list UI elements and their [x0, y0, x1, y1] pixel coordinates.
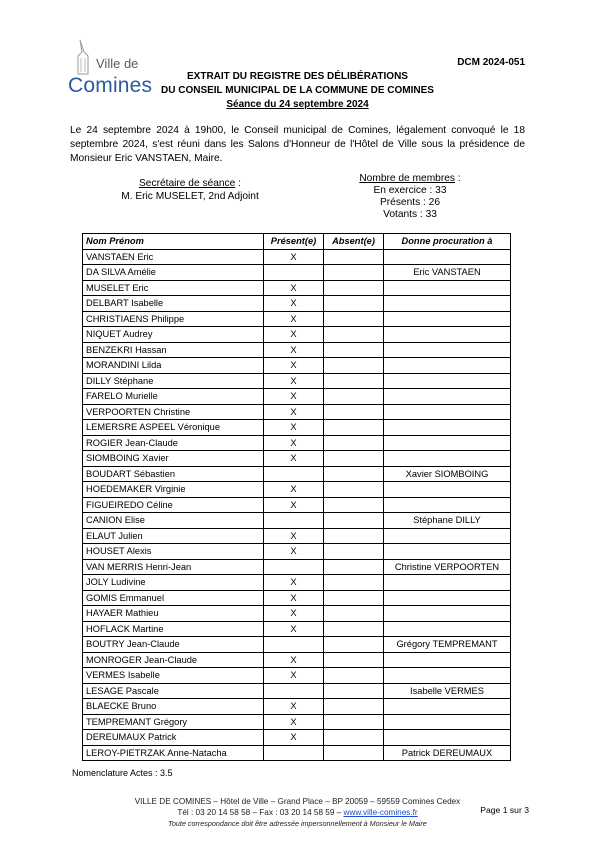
- table-row: [83, 544, 511, 560]
- absent-cell: [324, 265, 384, 281]
- member-name-cell: FIGUEIREDO Céline: [83, 497, 264, 513]
- proxy-cell: [384, 699, 511, 715]
- table-row: [83, 249, 511, 265]
- member-name-cell: LESAGE Pascale: [83, 683, 264, 699]
- logo-ville-text: Ville de: [96, 56, 139, 71]
- member-name-cell: HOEDEMAKER Virginie: [83, 482, 264, 498]
- page-number: Page 1 sur 3: [480, 805, 529, 815]
- table-row: [83, 621, 511, 637]
- member-name-cell: DILLY Stéphane: [83, 373, 264, 389]
- member-name-cell: HOFLACK Martine: [83, 621, 264, 637]
- present-cell: X: [264, 249, 324, 265]
- table-row: [83, 373, 511, 389]
- present-cell: [264, 559, 324, 575]
- footer-note: Toute correspondance doit être adressée impersonnellement à Monsieur le Maire: [168, 819, 427, 828]
- footer-contact: Tél : 03 20 14 58 58 – Fax : 03 20 14 58 59 –: [177, 808, 344, 817]
- member-name-cell: HAYAER Mathieu: [83, 606, 264, 622]
- table-row: [83, 296, 511, 312]
- table-row: [83, 745, 511, 761]
- proxy-cell: [384, 497, 511, 513]
- table-row: [83, 590, 511, 606]
- website-link[interactable]: www.ville-comines.fr: [343, 808, 418, 817]
- table-row: [83, 389, 511, 405]
- absent-cell: [324, 544, 384, 560]
- present-cell: X: [264, 389, 324, 405]
- present-cell: X: [264, 652, 324, 668]
- table-row: [83, 652, 511, 668]
- present-cell: X: [264, 621, 324, 637]
- absent-cell: [324, 327, 384, 343]
- absent-cell: [324, 575, 384, 591]
- table-row: [83, 342, 511, 358]
- present-cell: X: [264, 699, 324, 715]
- table-row: [83, 637, 511, 653]
- absent-cell: [324, 311, 384, 327]
- present-cell: X: [264, 714, 324, 730]
- absent-cell: [324, 513, 384, 529]
- absent-cell: [324, 451, 384, 467]
- present-cell: X: [264, 451, 324, 467]
- proxy-cell: Isabelle VERMES: [384, 683, 511, 699]
- absent-cell: [324, 342, 384, 358]
- member-name-cell: MONROGER Jean-Claude: [83, 652, 264, 668]
- present-cell: X: [264, 296, 324, 312]
- member-name-cell: BOUTRY Jean-Claude: [83, 637, 264, 653]
- table-row: [83, 497, 511, 513]
- proxy-cell: [384, 311, 511, 327]
- absent-cell: [324, 683, 384, 699]
- member-name-cell: SIOMBOING Xavier: [83, 451, 264, 467]
- present-cell: X: [264, 373, 324, 389]
- table-row: [83, 730, 511, 746]
- present-cell: X: [264, 342, 324, 358]
- proxy-cell: [384, 590, 511, 606]
- proxy-cell: [384, 451, 511, 467]
- proxy-cell: [384, 342, 511, 358]
- heading-line-1: EXTRAIT DU REGISTRE DES DÉLIBÉRATIONS: [187, 71, 408, 82]
- proxy-cell: [384, 621, 511, 637]
- absent-cell: [324, 466, 384, 482]
- absent-cell: [324, 482, 384, 498]
- table-row: [83, 668, 511, 684]
- present-cell: X: [264, 528, 324, 544]
- member-name-cell: FARELO Murielle: [83, 389, 264, 405]
- member-name-cell: JOLY Ludivine: [83, 575, 264, 591]
- secretary-title-suffix: :: [235, 178, 241, 189]
- member-name-cell: ELAUT Julien: [83, 528, 264, 544]
- proxy-cell: [384, 606, 511, 622]
- table-row: [83, 265, 511, 281]
- absent-cell: [324, 559, 384, 575]
- present-cell: [264, 265, 324, 281]
- present-cell: X: [264, 497, 324, 513]
- present-cell: X: [264, 358, 324, 374]
- member-name-cell: GOMIS Emmanuel: [83, 590, 264, 606]
- absent-cell: [324, 404, 384, 420]
- absent-cell: [324, 249, 384, 265]
- session-date-heading: Séance du 24 septembre 2024: [226, 99, 369, 110]
- proxy-cell: [384, 327, 511, 343]
- members-title: Nombre de membres: [359, 173, 455, 184]
- table-row: [83, 420, 511, 436]
- proxy-cell: [384, 668, 511, 684]
- present-cell: [264, 637, 324, 653]
- present-cell: [264, 745, 324, 761]
- header-name: Nom Prénom: [83, 234, 264, 250]
- present-cell: X: [264, 668, 324, 684]
- absent-cell: [324, 668, 384, 684]
- absent-cell: [324, 389, 384, 405]
- proxy-cell: [384, 482, 511, 498]
- intro-paragraph: Le 24 septembre 2024 à 19h00, le Conseil municipal de Comines, légalement convoqué le 18 septembre 2024, s'est réuni dans les Salons d'Honneur de l'Hôtel de Ville sous la présidence de Monsieur Eric VANSTAEN, Maire.: [70, 125, 525, 164]
- proxy-cell: Xavier SIOMBOING: [384, 466, 511, 482]
- absent-cell: [324, 358, 384, 374]
- absent-cell: [324, 528, 384, 544]
- document-reference: DCM 2024-051: [457, 57, 525, 68]
- proxy-cell: [384, 280, 511, 296]
- table-row: [83, 358, 511, 374]
- present-cell: X: [264, 311, 324, 327]
- absent-cell: [324, 420, 384, 436]
- proxy-cell: [384, 404, 511, 420]
- document-heading: [0, 70, 595, 112]
- proxy-cell: [384, 575, 511, 591]
- absent-cell: [324, 373, 384, 389]
- table-row: [83, 528, 511, 544]
- proxy-cell: [384, 528, 511, 544]
- present-cell: X: [264, 420, 324, 436]
- header-proxy: Donne procuration à: [384, 234, 511, 250]
- attendance-table: [82, 233, 511, 761]
- proxy-cell: [384, 435, 511, 451]
- member-name-cell: HOUSET Alexis: [83, 544, 264, 560]
- nomenclature-actes: Nomenclature Actes : 3.5: [72, 768, 173, 778]
- present-cell: X: [264, 404, 324, 420]
- member-name-cell: CHRISTIAENS Philippe: [83, 311, 264, 327]
- table-row: [83, 683, 511, 699]
- member-name-cell: ROGIER Jean-Claude: [83, 435, 264, 451]
- members-en-exercice: En exercice : 33: [373, 185, 447, 196]
- absent-cell: [324, 652, 384, 668]
- absent-cell: [324, 606, 384, 622]
- absent-cell: [324, 497, 384, 513]
- absent-cell: [324, 621, 384, 637]
- member-name-cell: BENZEKRI Hassan: [83, 342, 264, 358]
- proxy-cell: Christine VERPOORTEN: [384, 559, 511, 575]
- table-row: [83, 451, 511, 467]
- header-absent: Absent(e): [324, 234, 384, 250]
- table-row: [83, 714, 511, 730]
- proxy-cell: [384, 420, 511, 436]
- present-cell: X: [264, 575, 324, 591]
- present-cell: X: [264, 606, 324, 622]
- member-name-cell: MUSELET Eric: [83, 280, 264, 296]
- member-name-cell: DELBART Isabelle: [83, 296, 264, 312]
- secretary-title: Secrétaire de séance: [139, 178, 236, 189]
- members-votants: Votants : 33: [383, 209, 437, 220]
- proxy-cell: [384, 296, 511, 312]
- footer-address: VILLE DE COMINES – Hôtel de Ville – Grand Place – BP 20059 – 59559 Comines Cedex: [134, 797, 461, 806]
- member-name-cell: LEROY-PIETRZAK Anne-Natacha: [83, 745, 264, 761]
- proxy-cell: [384, 373, 511, 389]
- heading-line-2: DU CONSEIL MUNICIPAL DE LA COMMUNE DE COMINES: [161, 85, 434, 96]
- table-row: [83, 482, 511, 498]
- table-row: [83, 280, 511, 296]
- proxy-cell: [384, 730, 511, 746]
- member-name-cell: NIQUET Audrey: [83, 327, 264, 343]
- member-name-cell: VERPOORTEN Christine: [83, 404, 264, 420]
- absent-cell: [324, 296, 384, 312]
- members-presents: Présents : 26: [379, 197, 441, 208]
- proxy-cell: [384, 249, 511, 265]
- present-cell: X: [264, 590, 324, 606]
- table-row: [83, 404, 511, 420]
- proxy-cell: Stéphane DILLY: [384, 513, 511, 529]
- absent-cell: [324, 714, 384, 730]
- member-name-cell: VERMES Isabelle: [83, 668, 264, 684]
- member-name-cell: VANSTAEN Eric: [83, 249, 264, 265]
- proxy-cell: [384, 544, 511, 560]
- member-name-cell: LEMERSRE ASPEEL Véronique: [83, 420, 264, 436]
- absent-cell: [324, 280, 384, 296]
- proxy-cell: [384, 358, 511, 374]
- members-count-block: [330, 173, 490, 221]
- absent-cell: [324, 590, 384, 606]
- attendance-body: [83, 249, 511, 761]
- table-row: [83, 559, 511, 575]
- absent-cell: [324, 730, 384, 746]
- table-row: [83, 606, 511, 622]
- present-cell: X: [264, 435, 324, 451]
- header-present: Présent(e): [264, 234, 324, 250]
- logo-comines-text: Comines: [68, 74, 153, 97]
- proxy-cell: [384, 652, 511, 668]
- present-cell: [264, 683, 324, 699]
- member-name-cell: CANION Elise: [83, 513, 264, 529]
- proxy-cell: [384, 714, 511, 730]
- proxy-cell: Grégory TEMPREMANT: [384, 637, 511, 653]
- members-title-suffix: :: [455, 173, 461, 184]
- secretary-block: [70, 177, 310, 203]
- attendance-header-row: [83, 234, 511, 250]
- table-row: [83, 327, 511, 343]
- table-row: [83, 513, 511, 529]
- proxy-cell: Eric VANSTAEN: [384, 265, 511, 281]
- present-cell: X: [264, 544, 324, 560]
- proxy-cell: Patrick DEREUMAUX: [384, 745, 511, 761]
- present-cell: X: [264, 730, 324, 746]
- table-row: [83, 466, 511, 482]
- table-row: [83, 435, 511, 451]
- member-name-cell: BLAECKE Bruno: [83, 699, 264, 715]
- proxy-cell: [384, 389, 511, 405]
- table-row: [83, 699, 511, 715]
- secretary-name: M. Eric MUSELET, 2nd Adjoint: [121, 191, 259, 202]
- member-name-cell: VAN MERRIS Henri-Jean: [83, 559, 264, 575]
- present-cell: [264, 513, 324, 529]
- present-cell: X: [264, 280, 324, 296]
- member-name-cell: TEMPREMANT Grégory: [83, 714, 264, 730]
- absent-cell: [324, 699, 384, 715]
- member-name-cell: BOUDART Sébastien: [83, 466, 264, 482]
- member-name-cell: DA SILVA Amélie: [83, 265, 264, 281]
- absent-cell: [324, 435, 384, 451]
- table-row: [83, 311, 511, 327]
- table-row: [83, 575, 511, 591]
- present-cell: [264, 466, 324, 482]
- absent-cell: [324, 745, 384, 761]
- member-name-cell: DEREUMAUX Patrick: [83, 730, 264, 746]
- member-name-cell: MORANDINI Lilda: [83, 358, 264, 374]
- present-cell: X: [264, 482, 324, 498]
- absent-cell: [324, 637, 384, 653]
- present-cell: X: [264, 327, 324, 343]
